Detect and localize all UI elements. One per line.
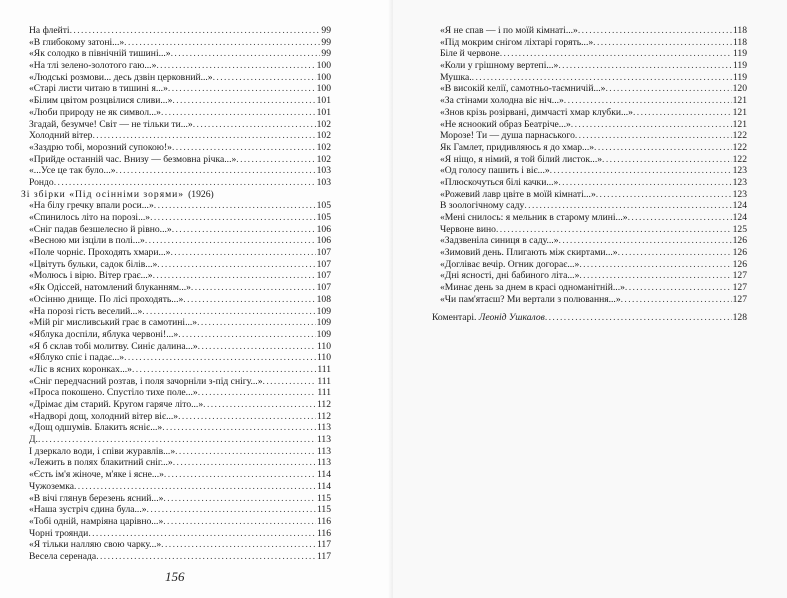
toc-entry-title: «На тлі зелено-золотого гаю...» — [29, 60, 157, 72]
toc-entry-page: 112 — [316, 410, 331, 422]
toc-entry-title: «Зимовий день. Плигають між скиртами...» — [440, 247, 618, 259]
toc-entry-page: 115 — [316, 504, 331, 516]
toc-entry-page: 111 — [317, 375, 331, 387]
toc-entry — [29, 504, 331, 516]
dot-leader — [579, 270, 731, 282]
toc-entry — [29, 376, 331, 388]
dot-leader — [172, 142, 316, 154]
toc-entry-title: «Задзвеніла синиця в саду...» — [440, 235, 559, 247]
toc-entry-title: «Поле чорніє. Проходять хмари...» — [29, 247, 171, 259]
toc-entry — [29, 235, 331, 247]
toc-entry-title: «На білу гречку впали роси...» — [29, 200, 154, 212]
toc-entry-title: «Спинилось літо на порозі...» — [29, 212, 151, 223]
dot-leader — [193, 119, 316, 131]
toc-entry-title: «Весною ми ізціли в полі...» — [29, 235, 145, 247]
toc-entry-page: 122 — [732, 153, 747, 165]
toc-entry-page: 99 — [321, 36, 331, 48]
toc-entry-title: Д. — [29, 434, 38, 446]
toc-entry-title: «В вічі глянув березень ясний...» — [29, 492, 164, 504]
toc-entry — [29, 48, 331, 60]
toc-entry — [440, 95, 747, 107]
dot-leader — [168, 83, 316, 95]
toc-entry-page: 117 — [316, 550, 331, 562]
dot-leader — [633, 107, 732, 119]
toc-entry — [29, 130, 331, 142]
dot-leader — [163, 493, 316, 505]
toc-entry — [440, 25, 747, 37]
dot-leader — [70, 25, 321, 37]
dot-leader — [621, 294, 732, 306]
dot-leader — [618, 247, 732, 259]
toc-entry-page: 118 — [732, 36, 747, 48]
toc-entry-title: «Чи пам'ятаєш? Ми вертали з полювання...» — [440, 293, 621, 305]
toc-entry — [29, 25, 331, 37]
toc-entry — [29, 329, 331, 341]
toc-entry-title: «Догліває вечір. Огник догорає...» — [440, 258, 580, 270]
toc-entry-title: «Рожевий лавр цвіте в моїй кімнаті...» — [440, 188, 596, 200]
toc-entry — [29, 411, 331, 423]
toc-entry-page: 116 — [316, 515, 331, 527]
dot-leader — [183, 294, 315, 306]
toc-entry — [440, 235, 747, 247]
toc-entry-title: І дзеркало води, і співи журавлів...» — [29, 445, 176, 457]
dot-leader — [602, 154, 732, 166]
dot-leader — [625, 282, 732, 294]
toc-entry-page: 103 — [316, 165, 331, 177]
toc-entry-page: 107 — [316, 258, 331, 270]
toc-entry-page: 101 — [316, 106, 331, 118]
toc-entry — [29, 72, 331, 84]
toc-entry — [29, 282, 331, 294]
toc-entry-title: «Мій ріг мисливський грає в самотині...» — [29, 317, 198, 329]
commentary-title — [432, 312, 545, 324]
dot-leader — [191, 282, 316, 294]
toc-entry-title: «Люби природу не як символ...» — [29, 106, 161, 118]
toc-entry — [29, 539, 331, 551]
commentary-label: Коментарі. — [432, 311, 479, 323]
dot-leader — [161, 107, 316, 119]
toc-entry — [29, 119, 331, 131]
toc-entry-title: Холодний вітер — [29, 130, 93, 142]
toc-entry-title: «Білим цвітом розцвілися сливи...» — [29, 95, 173, 107]
dot-leader — [92, 130, 315, 142]
toc-entry — [29, 306, 331, 318]
toc-entry-title: Біле й червоне — [440, 48, 500, 60]
toc-entry — [29, 107, 331, 119]
commentary-page: 128 — [732, 311, 747, 323]
toc-entry-title: Як Гамлет, придивляюсь я до хмар...» — [440, 141, 595, 153]
toc-entry-title: «На порозі гість веселий...» — [29, 305, 143, 317]
dot-leader — [156, 60, 315, 72]
section-heading — [21, 189, 331, 201]
toc-entry-page: 106 — [316, 235, 331, 247]
toc-entry — [29, 212, 331, 224]
dot-leader — [132, 364, 316, 376]
toc-entry — [29, 83, 331, 95]
dot-leader — [197, 317, 316, 329]
dot-leader — [164, 469, 316, 481]
toc-entry-page: 101 — [316, 95, 331, 107]
toc-entry-page: 119 — [732, 60, 747, 72]
toc-entry-title: «Од голосу пашить і віє...» — [440, 165, 550, 177]
dot-leader — [88, 528, 316, 540]
dot-leader — [161, 539, 316, 551]
toc-entry-page: 113 — [316, 457, 331, 469]
dot-leader — [564, 95, 732, 107]
commentary-author: Леонід Ушкалов — [478, 311, 545, 323]
toc-entry — [29, 352, 331, 364]
dot-leader — [157, 259, 315, 271]
toc-entry-page: 99 — [321, 48, 331, 60]
toc-entry-page: 124 — [732, 200, 747, 212]
toc-entry — [29, 341, 331, 353]
toc-entry-page: 109 — [316, 317, 331, 329]
toc-entry-title: Згадай, безумче! Світ — не тільки ти...» — [29, 118, 193, 130]
toc-entry-title: Мушка. — [440, 71, 472, 83]
dot-leader — [213, 72, 316, 84]
toc-entry — [440, 37, 747, 49]
toc-entry-page: 126 — [732, 235, 747, 247]
toc-entry — [29, 177, 331, 189]
toc-entry-title: Чужоземка — [29, 480, 74, 492]
toc-entry-page: 120 — [732, 83, 747, 95]
toc-entry — [29, 154, 331, 166]
dot-leader — [605, 83, 731, 95]
toc-entry-title: «Мені снилось: я мельник в старому млині...» — [440, 212, 628, 223]
toc-entry-page: 102 — [316, 153, 331, 165]
page-number: 156 — [165, 569, 185, 584]
toc-entry-title: «Старі листи читаю в тишині я...» — [29, 83, 168, 95]
toc-entry — [29, 224, 331, 236]
toc-entry — [440, 83, 747, 95]
dot-leader — [472, 72, 732, 84]
toc-entry-title: «Я не спав — і по моїй кімнаті...» — [440, 25, 578, 36]
dot-leader — [170, 247, 315, 259]
toc-entry-page: 110 — [316, 352, 331, 364]
toc-entry-page: 126 — [732, 247, 747, 259]
toc-entry — [440, 60, 747, 72]
toc-entry — [440, 107, 747, 119]
toc-entry-page: 109 — [316, 305, 331, 317]
toc-entry-title: Весела серенада — [29, 550, 97, 562]
dot-leader — [263, 376, 317, 388]
toc-entry-title: «Під мокрим снігом ліхтарі горять...» — [440, 36, 594, 48]
dot-leader — [178, 411, 316, 423]
toc-entry — [29, 469, 331, 481]
toc-entry-title: Червоне вино — [440, 223, 496, 235]
toc-entry — [440, 224, 747, 236]
section-year: (1926) — [188, 188, 214, 200]
dot-leader — [198, 387, 317, 399]
toc-entry — [440, 189, 747, 201]
toc-entry-title: «В високій келії, самотньо-таємничій...» — [440, 83, 606, 95]
toc-entry — [440, 130, 747, 142]
toc-entry-page: 124 — [732, 212, 747, 223]
toc-entry-page: 99 — [321, 25, 331, 36]
toc-entry-title: Рондо — [29, 176, 54, 188]
commentary-entry — [432, 312, 747, 324]
toc-entry-page: 100 — [316, 60, 331, 72]
dot-leader — [578, 25, 732, 37]
toc-entry-page: 122 — [732, 141, 747, 153]
dot-leader — [550, 165, 732, 177]
toc-entry-page: 118 — [732, 25, 747, 36]
dot-leader — [628, 212, 732, 224]
toc-entry-title: «Я б склав тобі молитву. Синіє далина...» — [29, 340, 198, 352]
toc-entry-page: 102 — [316, 118, 331, 130]
toc-entry-title: «Ліс в ясних коронках...» — [29, 363, 132, 375]
toc-entry — [29, 259, 331, 271]
dot-leader — [575, 130, 732, 142]
dot-leader — [178, 329, 315, 341]
dot-leader — [500, 48, 732, 60]
dot-leader — [593, 37, 732, 49]
toc-entry — [29, 364, 331, 376]
toc-entry — [29, 551, 331, 563]
right-page — [393, 0, 787, 598]
toc-entry — [440, 119, 747, 131]
toc-entry — [29, 493, 331, 505]
toc-entry-page: 105 — [316, 200, 331, 212]
dot-leader — [579, 259, 731, 271]
toc-entry-page: 123 — [732, 176, 747, 188]
toc-entry — [29, 142, 331, 154]
toc-entry-title: «Минає день за днем в красі одноманітній...» — [440, 282, 625, 294]
toc-entry-title: «Я тільки налляю свою чарку...» — [29, 539, 162, 551]
toc-entry-page: 114 — [316, 469, 331, 481]
section-title: Зі збірки «Під осінніми зорями» — [21, 188, 185, 200]
toc-entry-title: В зоологічному саду — [440, 200, 525, 212]
toc-entry — [29, 434, 331, 446]
toc-entry-page: 109 — [316, 328, 331, 340]
toc-entry — [440, 259, 747, 271]
dot-leader — [154, 200, 316, 212]
toc-entry — [29, 247, 331, 259]
toc-entry-title: «Не ясноокий образ Беатріче...» — [440, 118, 571, 130]
dot-leader — [496, 224, 732, 236]
toc-entry — [440, 247, 747, 259]
toc-entry — [29, 270, 331, 282]
dot-leader — [559, 235, 732, 247]
dot-leader — [594, 142, 732, 154]
toc-entry-title: «Цвітуть бульки, садок білів...» — [29, 258, 158, 270]
dot-leader — [175, 446, 316, 458]
toc-entry-page: 107 — [316, 270, 331, 282]
toc-entry-title: «Я ніщо, я німий, я той білий листок...» — [440, 153, 603, 165]
toc-entry-title: «Знов крізь розірвані, димчасті хмар клубки...» — [440, 106, 633, 118]
dot-leader — [150, 212, 316, 224]
dot-leader — [142, 306, 315, 318]
toc-entry — [440, 270, 747, 282]
dot-leader — [124, 37, 320, 49]
toc-entry-page: 127 — [732, 282, 747, 294]
toc-entry-title: «Наша зустріч єдина була...» — [29, 504, 147, 516]
dot-leader — [96, 551, 316, 563]
toc-entry-page: 111 — [317, 387, 331, 399]
toc-right-column — [432, 25, 747, 323]
toc-entry-page: 113 — [316, 422, 331, 434]
toc-entry-page: 116 — [316, 527, 331, 539]
toc-entry-title: «Тобі одній, намріяна царівно...» — [29, 515, 164, 527]
left-page — [0, 0, 393, 598]
toc-entry-title: «Єсть ім'я жіноче, м'яке і ясне...» — [29, 469, 164, 481]
toc-entry — [29, 165, 331, 177]
toc-entry-page: 103 — [316, 176, 331, 188]
toc-entry-title: «Дрімає дім старий. Кругом гаряче літо...» — [29, 399, 204, 410]
toc-entry-page: 110 — [316, 340, 331, 352]
toc-entry-page: 100 — [316, 71, 331, 83]
toc-entry-title: «Сніг передчасний розтав, і поля зачорніли з-під снігу...» — [29, 375, 263, 387]
dot-leader — [172, 224, 316, 236]
dot-leader — [163, 516, 316, 528]
toc-entry-page: 115 — [316, 492, 331, 504]
dot-leader — [162, 422, 316, 434]
toc-entry-title: «Як Одіссей, натомлений блуканням...» — [29, 282, 191, 294]
toc-entry-title: Чорні троянди — [29, 527, 89, 539]
toc-entry-title: «Сніг падав безшелесно й рівно...» — [29, 223, 172, 235]
toc-entry — [29, 37, 331, 49]
toc-entry — [29, 60, 331, 72]
toc-entry-title: «Лежить в полях блакитний сніг...» — [29, 457, 173, 469]
toc-entry-page: 102 — [316, 141, 331, 153]
dot-leader — [116, 165, 316, 177]
toc-entry — [29, 200, 331, 212]
toc-entry-page: 106 — [316, 223, 331, 235]
dot-leader — [54, 177, 316, 189]
dot-leader — [147, 504, 316, 516]
toc-entry-title: «Заздрю тобі, морозний супокою!» — [29, 141, 172, 153]
toc-entry-title: «Проса покошено. Спустіло тихе поле...» — [29, 387, 198, 399]
toc-entry — [29, 422, 331, 434]
toc-entry-page: 122 — [732, 130, 747, 142]
toc-entry — [29, 528, 331, 540]
toc-entry-title: «Як солодко в північній тишині...» — [29, 48, 171, 60]
toc-entry-page: 114 — [316, 480, 331, 492]
toc-entry-page: 121 — [732, 118, 747, 130]
dot-leader — [545, 312, 732, 324]
toc-entry — [29, 516, 331, 528]
dot-leader — [145, 235, 316, 247]
toc-entry — [29, 399, 331, 411]
toc-entry-title: «Плюскочуться білі качки...» — [440, 176, 559, 188]
toc-left-column — [21, 25, 331, 563]
toc-entry-page: 125 — [732, 223, 747, 235]
toc-entry-title: «Яблуко спіє і падає...» — [29, 352, 125, 364]
toc-entry-title: «Прийде останній час. Внизу — безмовна річка...» — [29, 153, 237, 165]
toc-entry-title: «За стінами холодна віє ніч...» — [440, 95, 564, 107]
toc-entry-title: «Осінню днище. По лісі проходять...» — [29, 293, 184, 305]
toc-entry — [29, 95, 331, 107]
toc-entry-page: 112 — [316, 399, 331, 410]
toc-entry-title: «Яблука доспіли, яблука червоні!...» — [29, 328, 179, 340]
toc-entry — [29, 317, 331, 329]
toc-entry-page: 123 — [732, 165, 747, 177]
toc-entry — [440, 154, 747, 166]
dot-leader — [596, 189, 732, 201]
toc-entry-page: 123 — [732, 188, 747, 200]
toc-entry-page: 113 — [316, 434, 331, 446]
toc-entry-page: 102 — [316, 130, 331, 142]
toc-entry-title: «Коли у грішному вертепі...» — [440, 60, 559, 72]
dot-leader — [198, 341, 316, 353]
toc-entry — [440, 142, 747, 154]
toc-entry-page: 107 — [316, 247, 331, 259]
toc-entry-page: 108 — [316, 293, 331, 305]
dot-leader — [172, 95, 315, 107]
dot-leader — [558, 60, 732, 72]
toc-entry-page: 119 — [732, 71, 747, 83]
toc-entry — [440, 165, 747, 177]
toc-entry — [29, 387, 331, 399]
toc-entry-title: «Людські розмови... десь дзвін церковний...» — [29, 71, 213, 83]
toc-entry-title: «Дощ одшумів. Блакить ясніє...» — [29, 422, 163, 434]
toc-entry — [29, 446, 331, 458]
toc-entry-page: 126 — [732, 258, 747, 270]
toc-entry — [29, 481, 331, 493]
toc-entry-title: Морозе! Ти — душа парнаського — [440, 130, 575, 142]
dot-leader — [524, 200, 731, 212]
toc-entry-page: 100 — [316, 83, 331, 95]
toc-entry-title: «Молюсь і вірю. Вітер грає...» — [29, 270, 153, 282]
toc-entry-page: 113 — [316, 445, 331, 457]
toc-entry-page: 105 — [316, 212, 331, 223]
dot-leader — [571, 119, 732, 131]
toc-entry — [29, 457, 331, 469]
dot-leader — [173, 457, 316, 469]
toc-entry — [440, 212, 747, 224]
toc-entry-page: 111 — [317, 363, 331, 375]
toc-entry — [440, 200, 747, 212]
toc-entry-page: 107 — [316, 282, 331, 294]
dot-leader — [236, 154, 315, 166]
toc-entry-title: «В глибокому затоні...» — [29, 36, 125, 48]
dot-leader — [171, 48, 321, 60]
toc-entry-title: «Дні ясності, дні бабиного літа...» — [440, 270, 580, 282]
dot-leader — [558, 177, 731, 189]
toc-entry-title: «Надворі дощ, холодний вітер віє...» — [29, 410, 179, 422]
toc-entry-page: 119 — [732, 48, 747, 60]
dot-leader — [124, 352, 316, 364]
toc-entry — [29, 294, 331, 306]
toc-entry — [440, 282, 747, 294]
toc-entry — [440, 177, 747, 189]
dot-leader — [153, 270, 316, 282]
toc-entry — [440, 294, 747, 306]
toc-entry-page: 127 — [732, 270, 747, 282]
toc-entry — [440, 72, 747, 84]
dot-leader — [74, 481, 316, 493]
toc-entry-page: 127 — [732, 293, 747, 305]
toc-entry-title: «...Усе це так було...» — [29, 165, 116, 177]
dot-leader — [203, 399, 316, 411]
toc-entry-title: На флейті — [29, 25, 70, 36]
toc-entry-page: 121 — [732, 106, 747, 118]
toc-entry-page: 117 — [316, 539, 331, 551]
dot-leader — [38, 434, 316, 446]
toc-entry — [440, 48, 747, 60]
toc-entry-page: 121 — [732, 95, 747, 107]
